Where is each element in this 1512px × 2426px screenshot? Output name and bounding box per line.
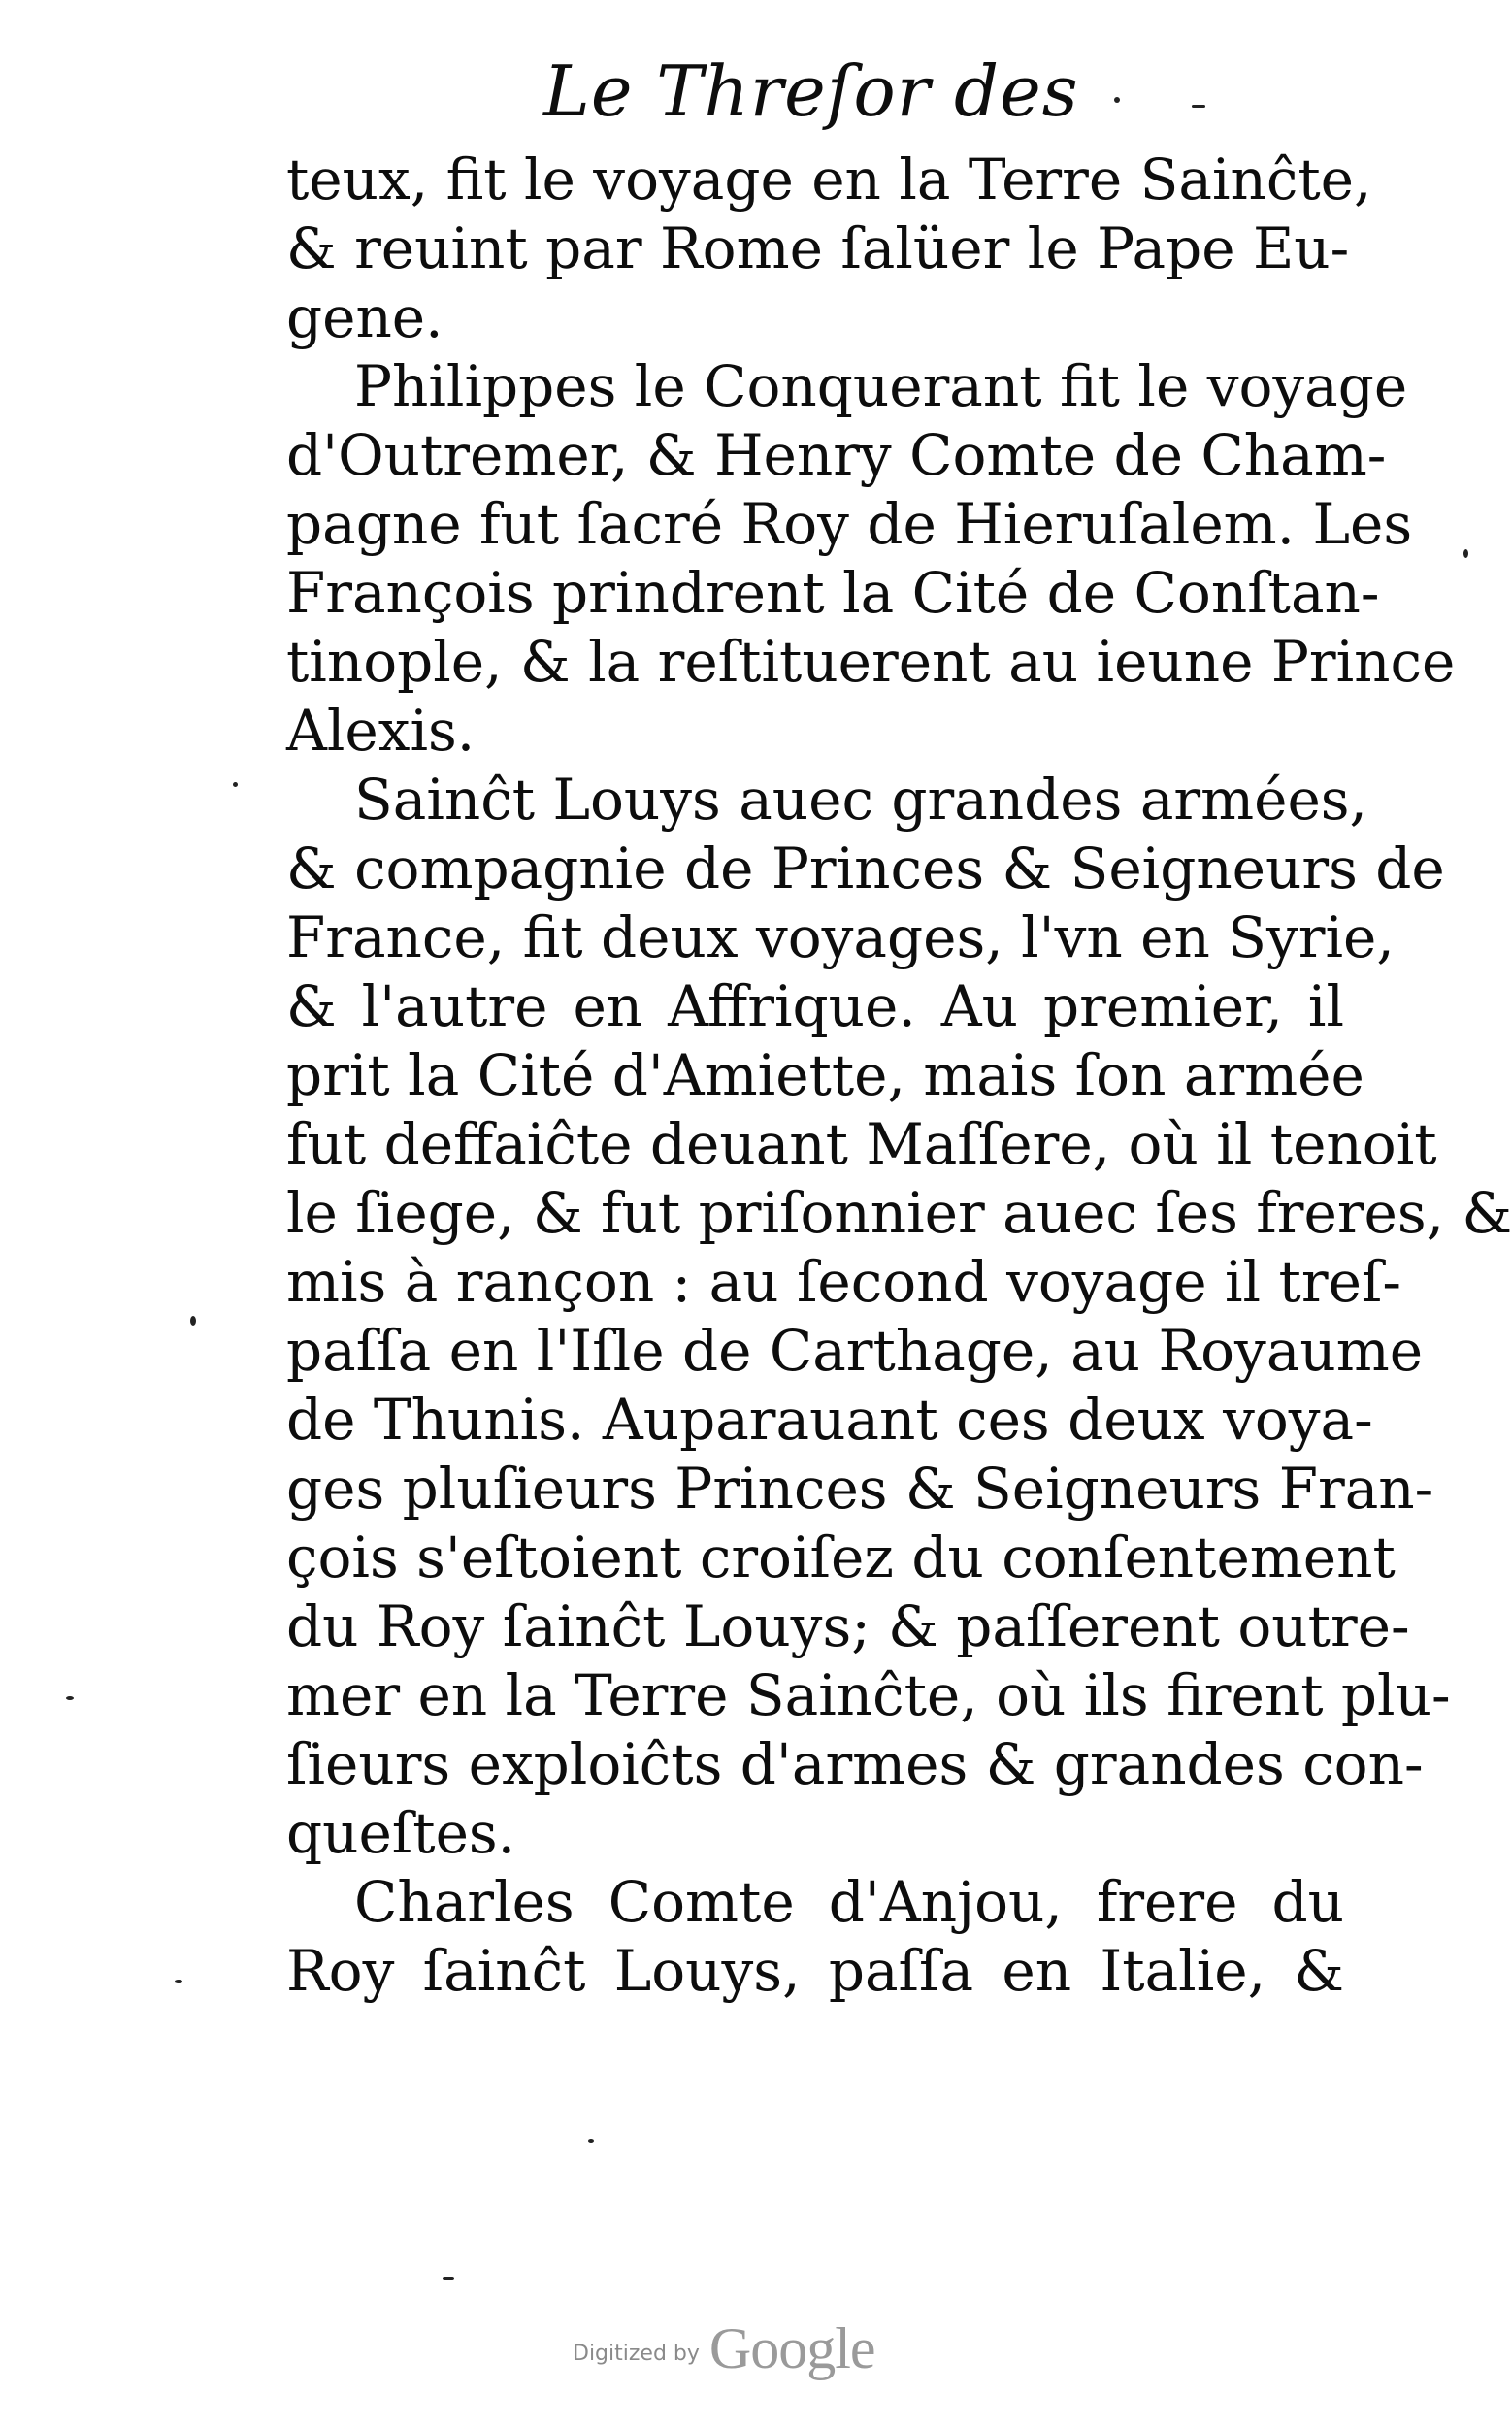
scan-speck (588, 2139, 594, 2143)
text-line: teux, fit le voyage en la Terre Sainĉte, (286, 147, 1372, 213)
text-line: & reuint par Rome ſalüer le Pape Eu- (286, 215, 1350, 281)
digitized-by-label: Digitized by (573, 2342, 700, 2366)
paragraph-start-line: Charles Comte d'Anjou, frere du (354, 1869, 1344, 1935)
text-line: le ſiege, & fut priſonnier auec ſes freres, & (286, 1180, 1512, 1246)
text-line: mis à rançon : au ſecond voyage il treſ- (286, 1249, 1401, 1315)
text-line: pagne fut ſacré Roy de Hieruſalem. Les (286, 491, 1413, 557)
scan-speck (443, 2277, 454, 2280)
text-line: prit la Cité d'Amiette, mais ſon armée (286, 1042, 1364, 1108)
scan-speck (66, 1696, 74, 1700)
text-line: tinople, & la reſtituerent au ieune Prince (286, 629, 1456, 695)
text-line: gene. (286, 284, 444, 350)
text-line: Roy ſainĉt Louys, paſſa en Italie, & (286, 1938, 1344, 2004)
body-text (286, 146, 1512, 2006)
scan-speck (233, 782, 238, 787)
scan-speck (1114, 97, 1120, 103)
text-line: ſieurs exploiĉts d'armes & grandes con- (286, 1731, 1424, 1797)
scan-speck (190, 1316, 196, 1326)
text-line: fut deffaiĉte deuant Maſſere, où il tenoit (286, 1111, 1437, 1177)
digitization-watermark (573, 2310, 875, 2380)
text-line: & compagnie de Princes & Seigneurs de (286, 836, 1445, 902)
text-line: queſtes. (286, 1800, 516, 1866)
text-line: François prindrent la Cité de Conſtan- (286, 560, 1380, 626)
scan-speck (1192, 105, 1205, 108)
text-line: Alexis. (286, 698, 476, 764)
scan-speck (1463, 549, 1468, 558)
text-line: çois s'eſtoient croiſez du conſentement (286, 1524, 1396, 1590)
google-logo: Google (708, 2316, 875, 2380)
text-line: & l'autre en Affrique. Au premier, il (286, 973, 1344, 1039)
paragraph-start-line: Sainĉt Louys auec grandes armées, (354, 767, 1367, 833)
text-line: du Roy ſainĉt Louys; & paſſerent outre- (286, 1593, 1410, 1659)
paragraph-start-line: Philippes le Conquerant fit le voyage (354, 353, 1408, 419)
scan-speck (175, 1980, 182, 1983)
text-line: mer en la Terre Sainĉte, où ils firent plu- (286, 1662, 1451, 1728)
text-line: France, fit deux voyages, l'vn en Syrie, (286, 904, 1395, 970)
running-head: Le Threſor des (543, 50, 1079, 132)
text-line: paſſa en l'Iſle de Carthage, au Royaume (286, 1318, 1424, 1384)
text-line: de Thunis. Auparauant ces deux voya- (286, 1387, 1373, 1453)
text-line: ges pluſieurs Princes & Seigneurs Fran- (286, 1456, 1434, 1522)
text-line: d'Outremer, & Henry Comte de Cham- (286, 422, 1387, 488)
